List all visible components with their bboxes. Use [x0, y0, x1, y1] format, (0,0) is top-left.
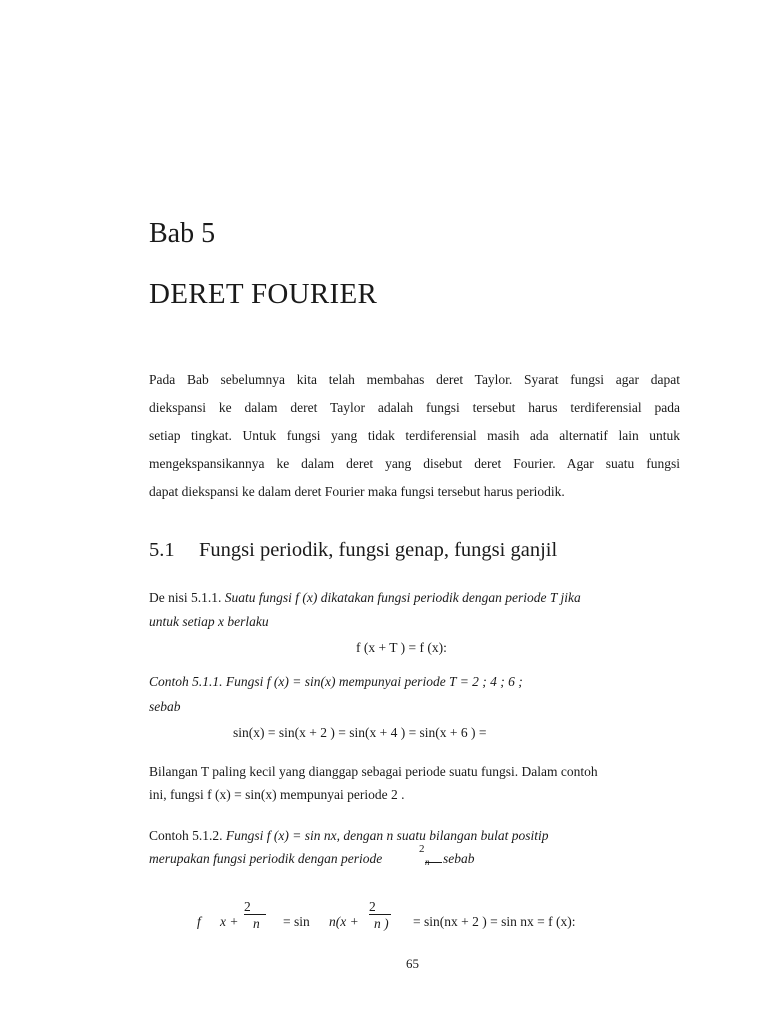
eq-num-1: 2	[244, 899, 251, 914]
eq-fraction-bar-2	[369, 914, 391, 915]
intro-line: diekspansi ke dalam deret Taylor adalah fungsi tersebut harus terdiferensial pada	[149, 400, 680, 415]
remark-line-1: Bilangan T paling kecil yang dianggap sebagai periode suatu fungsi. Dalam contoh	[149, 764, 598, 779]
example-1-line-2: sebab	[149, 699, 181, 714]
eq-den-1: n	[253, 916, 260, 931]
eq-num-2: 2	[369, 899, 376, 914]
eq-den-2: n )	[374, 916, 389, 931]
period-fraction-numerator: 2	[419, 843, 425, 855]
section-number: 5.1	[149, 539, 175, 561]
example-2-line-2: merupakan fungsi periodik dengan periode	[149, 851, 383, 866]
page-number: 65	[406, 956, 419, 971]
eq-x-plus	[220, 914, 238, 930]
example-2-label: Contoh 5.1.2.	[149, 828, 223, 843]
example-1-line-1: Contoh 5.1.1. Fungsi f (x) = sin(x) mempunyai periode T = 2 ; 4 ; 6 ;	[149, 674, 523, 689]
intro-paragraph	[149, 366, 680, 506]
chapter-title: DERET FOURIER	[149, 278, 378, 310]
eq-sin: = sin	[283, 914, 310, 929]
definition-line-1	[149, 590, 581, 606]
example-1-equation: sin(x) = sin(x + 2 ) = sin(x + 4 ) = sin(x + 6 ) =	[233, 725, 487, 740]
definition-line-2: untuk setiap x berlaku	[149, 614, 269, 629]
example-2-sebab: sebab	[443, 851, 475, 866]
intro-line: setiap tingkat. Untuk fungsi yang tidak terdiferensial masih ada alternatif lain untuk	[149, 428, 680, 443]
example-2-line-1	[149, 828, 549, 844]
eq-x-plus-text: x +	[220, 914, 239, 929]
eq-rest: = sin(nx + 2 ) = sin nx = f (x):	[413, 914, 576, 929]
intro-line: mengekspansikannya ke dalam deret yang disebut deret Fourier. Agar suatu fungsi	[149, 456, 680, 471]
definition-equation: f (x + T ) = f (x):	[356, 640, 447, 655]
eq-f: f	[197, 914, 201, 929]
intro-line: Pada Bab sebelumnya kita telah membahas deret Taylor. Syarat fungsi agar dapat	[149, 372, 680, 387]
period-fraction-bar	[425, 862, 442, 863]
intro-line: dapat diekspansi ke dalam deret Fourier maka fungsi tersebut harus periodik.	[149, 484, 565, 499]
eq-n-paren: n(x +	[329, 914, 359, 929]
definition-text: Suatu fungsi f (x) dikatakan fungsi periodik dengan periode T jika	[224, 590, 581, 605]
eq-fraction-bar-1	[244, 914, 266, 915]
section-title: Fungsi periodik, fungsi genap, fungsi ganjil	[199, 539, 558, 561]
definition-label: De nisi 5.1.1.	[149, 590, 222, 605]
chapter-label: Bab 5	[149, 218, 216, 249]
example-2-text: Fungsi f (x) = sin nx, dengan n suatu bilangan bulat positip	[225, 828, 549, 843]
remark-line-2: ini, fungsi f (x) = sin(x) mempunyai periode 2 .	[149, 787, 405, 802]
